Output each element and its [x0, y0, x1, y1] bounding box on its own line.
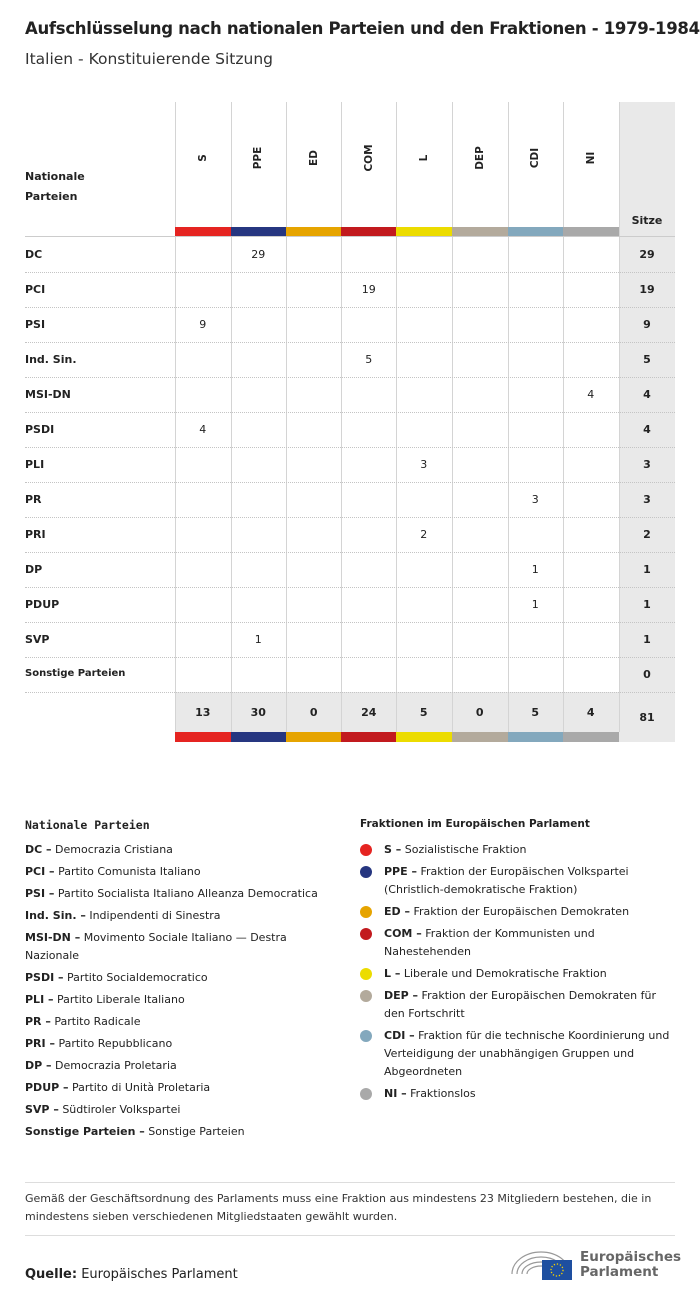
header-divider [25, 236, 675, 237]
group-code: CDI – [384, 1029, 415, 1042]
total-column-bg [619, 102, 675, 742]
party-code: PDUP – [25, 1081, 69, 1094]
group-code: COM – [384, 927, 422, 940]
column-divider [452, 102, 453, 732]
group-code: NI – [384, 1087, 407, 1100]
group-color-bar [286, 732, 342, 742]
column-total: 5 [419, 706, 428, 719]
cell-value: 2 [420, 528, 428, 541]
group-color-bar [452, 732, 508, 742]
party-legend-item [25, 1101, 325, 1119]
party-code: DP – [25, 1059, 52, 1072]
party-legend-item [25, 885, 325, 903]
page-subtitle: Italien - Konstituierende Sitzung [25, 50, 274, 68]
group-color-bar [396, 732, 452, 742]
group-legend-title: Fraktionen im Europäischen Parlament [360, 818, 590, 830]
row-divider [25, 482, 675, 483]
group-color-dot-icon [360, 866, 372, 878]
row-divider [25, 692, 675, 693]
group-name: Sozialistische Fraktion [404, 843, 527, 856]
party-name: Partito Socialista Italiano Alleanza Democratica [57, 887, 318, 900]
row-label: MSI-DN [25, 388, 71, 401]
row-label: SVP [25, 633, 50, 646]
party-code: PLI – [25, 993, 54, 1006]
group-header-ed: ED [307, 150, 320, 166]
row-divider [25, 377, 675, 378]
group-color-dot-icon [360, 1088, 372, 1100]
group-code: ED – [384, 905, 410, 918]
column-total: 5 [531, 706, 540, 719]
group-color-dot-icon [360, 844, 372, 856]
party-name: Democrazia Proletaria [55, 1059, 177, 1072]
group-color-dot-icon [360, 968, 372, 980]
group-code: L – [384, 967, 401, 980]
group-header-com: COM [362, 144, 375, 172]
party-name: Partito Comunista Italiano [58, 865, 201, 878]
cell-value: 4 [587, 388, 595, 401]
group-header-ni: NI [584, 151, 597, 165]
cell-value: 29 [251, 248, 266, 261]
cell-value: 1 [531, 563, 539, 576]
row-divider [25, 342, 675, 343]
party-legend-item [25, 863, 325, 881]
row-total: 5 [643, 353, 651, 366]
row-total: 3 [643, 458, 651, 471]
row-header: Nationale Parteien [25, 170, 85, 203]
cell-value: 4 [199, 423, 207, 436]
row-label: Ind. Sin. [25, 353, 77, 366]
party-legend-item [25, 969, 325, 987]
group-legend-item [384, 903, 679, 921]
group-color-bar [508, 732, 564, 742]
party-name: Democrazia Cristiana [55, 843, 173, 856]
row-total: 19 [639, 283, 655, 296]
party-code: Ind. Sin. – [25, 909, 86, 922]
row-total: 1 [643, 563, 651, 576]
party-legend-item [25, 1035, 325, 1053]
cell-value: 1 [531, 598, 539, 611]
party-legend-item [25, 907, 325, 925]
hemicycle-icon [508, 1244, 574, 1280]
grand-total: 81 [639, 711, 655, 724]
group-legend-item [384, 841, 679, 859]
ep-logo [508, 1244, 682, 1284]
source [25, 1267, 238, 1282]
row-divider [25, 657, 675, 658]
cell-value: 3 [531, 493, 539, 506]
column-total: 13 [195, 706, 211, 719]
row-divider [25, 272, 675, 273]
column-total: 4 [586, 706, 595, 719]
row-label: DC [25, 248, 43, 261]
party-name: Indipendenti di Sinestra [89, 909, 221, 922]
row-label: PSDI [25, 423, 55, 436]
row-label: DP [25, 563, 43, 576]
party-legend-item [25, 1057, 325, 1075]
party-name: Partito Radicale [54, 1015, 141, 1028]
group-name: Fraktionslos [410, 1087, 476, 1100]
group-header-ppe: PPE [252, 146, 265, 170]
party-name: Partito Liberale Italiano [57, 993, 185, 1006]
group-legend-item [384, 1027, 679, 1081]
group-header-s: S [196, 154, 209, 162]
party-code: PCI – [25, 865, 55, 878]
total-header: Sitze [631, 214, 663, 227]
party-name: Partito Socialdemocratico [67, 971, 208, 984]
party-legend-item [25, 841, 325, 859]
group-legend-item [384, 965, 679, 983]
party-name: Südtiroler Volkspartei [62, 1103, 181, 1116]
party-legend-item [25, 929, 325, 965]
row-divider [25, 517, 675, 518]
group-legend-item [384, 987, 679, 1023]
cell-value: 3 [420, 458, 428, 471]
group-header-cdi: CDI [529, 147, 542, 169]
party-name: Movimento Sociale Italiano — Destra Nazionale [25, 931, 287, 962]
column-divider [508, 102, 509, 732]
cell-value: 19 [361, 283, 376, 296]
logo-line-2: Parlament [580, 1264, 659, 1280]
divider [25, 1182, 675, 1183]
row-total: 0 [643, 668, 651, 681]
source-value: Europäisches Parlament [81, 1267, 238, 1282]
party-name: Sonstige Parteien [148, 1125, 245, 1138]
column-divider [341, 102, 342, 732]
row-label: PSI [25, 318, 46, 331]
source-label: Quelle: [25, 1267, 78, 1282]
logo-line-1: Europäisches [580, 1249, 682, 1265]
group-color-bar [563, 732, 619, 742]
party-legend-item [25, 1079, 325, 1097]
row-divider [25, 622, 675, 623]
party-code: PSI – [25, 887, 55, 900]
party-code: PRI – [25, 1037, 55, 1050]
group-legend-item [384, 863, 679, 899]
divider [25, 1235, 675, 1236]
group-code: PPE – [384, 865, 417, 878]
row-label: Sonstige Parteien [25, 668, 126, 679]
column-divider [396, 102, 397, 732]
party-code: PR – [25, 1015, 51, 1028]
column-total: 30 [250, 706, 266, 719]
group-color-dot-icon [360, 990, 372, 1002]
group-code: DEP – [384, 989, 419, 1002]
group-legend-item [384, 925, 679, 961]
party-legend-item [25, 1013, 325, 1031]
column-total: 0 [475, 706, 484, 719]
row-total: 1 [643, 598, 651, 611]
row-divider [25, 552, 675, 553]
group-legend-item [384, 1085, 679, 1103]
row-label: PR [25, 493, 42, 506]
party-code: Sonstige Parteien – [25, 1125, 145, 1138]
group-color-dot-icon [360, 928, 372, 940]
group-color-dot-icon [360, 906, 372, 918]
page-title: Aufschlüsselung nach nationalen Parteien und den Fraktionen - 1979-1984 [25, 19, 700, 38]
party-code: PSDI – [25, 971, 64, 984]
row-divider [25, 307, 675, 308]
row-label: PDUP [25, 598, 60, 611]
row-total: 9 [643, 318, 651, 331]
column-divider [175, 102, 176, 732]
column-total: 0 [309, 706, 318, 719]
row-total: 4 [643, 423, 651, 436]
party-legend-item [25, 991, 325, 1009]
row-label: PLI [25, 458, 45, 471]
party-code: DC – [25, 843, 52, 856]
party-name: Partito di Unità Proletaria [72, 1081, 211, 1094]
column-total: 24 [361, 706, 377, 719]
row-total: 2 [643, 528, 651, 541]
group-name: Fraktion der Europäischen Volkspartei (Christlich-demokratische Fraktion) [384, 865, 629, 896]
row-total: 1 [643, 633, 651, 646]
group-name: Liberale und Demokratische Fraktion [403, 967, 607, 980]
row-label: PCI [25, 283, 46, 296]
group-color-bar [175, 732, 231, 742]
group-name: Fraktion der Europäischen Demokraten für den Fortschritt [384, 989, 656, 1020]
group-color-bar [341, 732, 397, 742]
cell-value: 5 [365, 353, 373, 366]
row-divider [25, 447, 675, 448]
row-divider [25, 587, 675, 588]
cell-value: 1 [254, 633, 262, 646]
row-divider [25, 412, 675, 413]
party-legend-item [25, 1123, 325, 1141]
row-total: 3 [643, 493, 651, 506]
column-divider [563, 102, 564, 732]
group-header-dep: DEP [473, 146, 486, 170]
group-name: Fraktion der Kommunisten und Nahestehenden [384, 927, 595, 958]
party-code: SVP – [25, 1103, 59, 1116]
column-divider [286, 102, 287, 732]
footnote: Gemäß der Geschäftsordnung des Parlaments muss eine Fraktion aus mindestens 23 Mitgliedern bestehen, die in mindestens sieben verschiedenen Mitgliedstaaten gewählt wurden. [25, 1192, 652, 1223]
row-total: 29 [639, 248, 655, 261]
party-legend-title: Nationale Parteien [25, 818, 150, 832]
cell-value: 9 [199, 318, 207, 331]
group-color-dot-icon [360, 1030, 372, 1042]
group-name: Fraktion für die technische Koordinierung und Verteidigung der unabhängigen Gruppen und Abgeordneten [384, 1029, 670, 1078]
party-name: Partito Repubblicano [58, 1037, 173, 1050]
row-label: PRI [25, 528, 46, 541]
party-code: MSI-DN – [25, 931, 81, 944]
group-header-l: L [417, 154, 430, 162]
group-name: Fraktion der Europäischen Demokraten [413, 905, 630, 918]
group-code: S – [384, 843, 402, 856]
row-total: 4 [643, 388, 651, 401]
group-color-bar [231, 732, 287, 742]
